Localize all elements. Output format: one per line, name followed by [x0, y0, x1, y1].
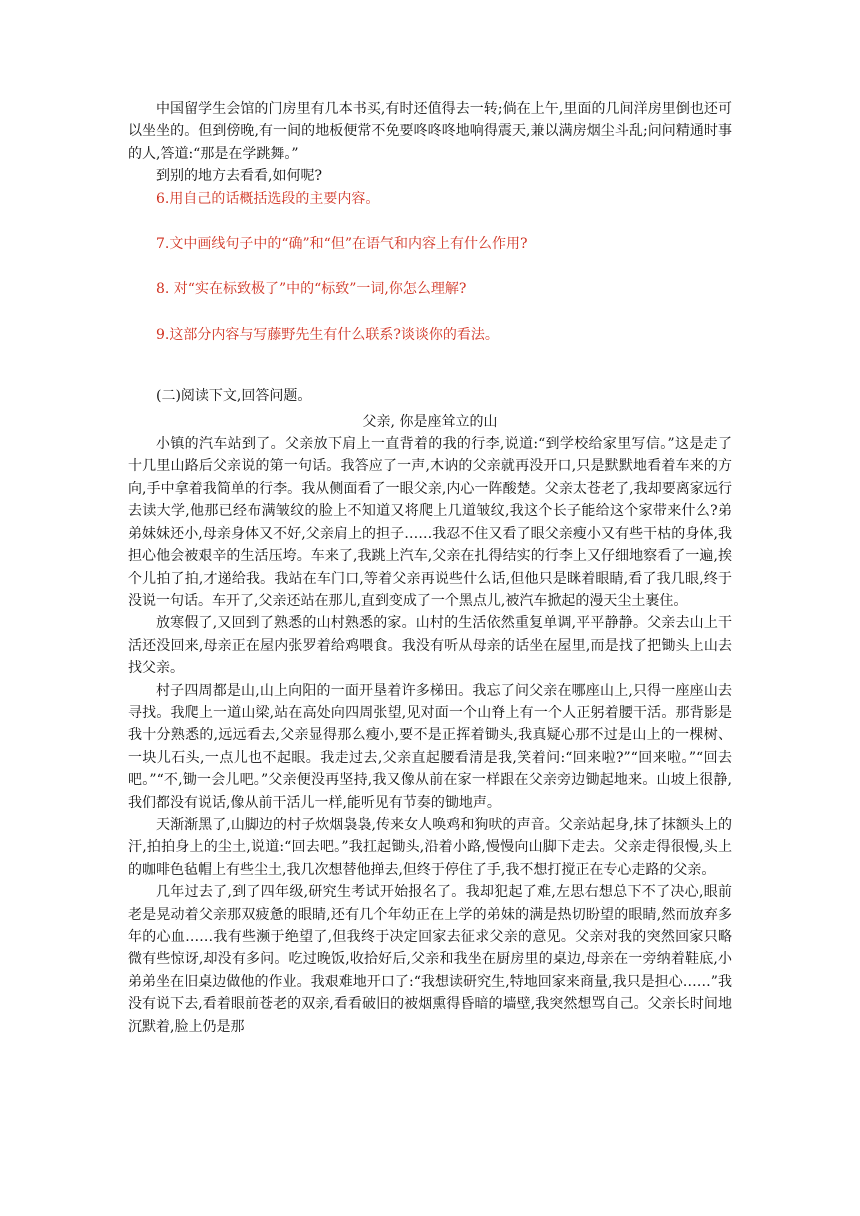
article-paragraph: 村子四周都是山,山上向阳的一面开垦着许多梯田。我忘了问父亲在哪座山上,只得一座座山去寻找。我爬上一道山梁,站在高处向四周张望,见对面一个山脊上有一个人正躬着腰干活。那背影是我十分熟悉的,远远看去,父亲显得那么瘦小,要不是正挥着锄头,我真疑心那不过是山上的一棵树、一块儿石头,一点儿也不起眼。我走过去,父亲直起腰看清是我,笑着问:“回来啦?”“回来啦。”“回去吧。”“不,锄一会儿吧。”父亲便没再坚持,我又像从前在家一样跟在父亲旁边锄起地来。山坡上很静,我们都没有说话,像从前干活儿一样,能听见有节奏的锄地声。	[128, 682, 732, 811]
article-paragraph: 放寒假了,又回到了熟悉的山村熟悉的家。山村的生活依然重复单调,平平静静。父亲去山上干活还没回来,母亲正在屋内张罗着给鸡喂食。我没有听从母亲的话坐在屋里,而是找了把锄头上山去找父亲。	[128, 615, 732, 677]
question-7: 7.文中画线句子中的“确”和“但”在语气和内容上有什么作用?	[156, 236, 528, 253]
passage-paragraph: 中国留学生会馆的门房里有几本书买,有时还值得去一转;倘在上午,里面的几间洋房里倒也还可以坐坐的。但到傍晚,有一间的地板便常不免要咚咚咚地响得震天,兼以满房烟尘斗乱;问问精通时事的人,答道:“那是在学跳舞。”	[128, 101, 732, 162]
section-heading: (二)阅读下文,回答问题。	[156, 388, 312, 405]
article-paragraph: 天渐渐黑了,山脚边的村子炊烟袅袅,传来女人唤鸡和狗吠的声音。父亲站起身,抹了抹额头上的汗,拍拍身上的尘土,说道:“回去吧。”我扛起锄头,沿着小路,慢慢向山脚下走去。父亲走得很慢,头上的咖啡色毡帽上有些尘土,我几次想替他掸去,但终于停住了手,我不想打搅正在专心走路的父亲。	[128, 816, 732, 878]
question-9: 9.这部分内容与写藤野先生有什么联系?谈谈你的看法。	[156, 326, 499, 343]
question-8: 8. 对“实在标致极了”中的“标致”一词,你怎么理解?	[156, 281, 467, 298]
article-title: 父亲, 你是座耸立的山	[362, 413, 498, 430]
passage-paragraph: 到别的地方去看看,如何呢?	[156, 168, 322, 185]
article-paragraph: 几年过去了,到了四年级,研究生考试开始报名了。我却犯起了难,左思右想总下不了决心,眼前老是晃动着父亲那双疲惫的眼睛,还有几个年幼正在上学的弟妹的满是热切盼望的眼睛,然而放弃多年的心血……我有些濒于绝望了,但我终于决定回家去征求父亲的意见。父亲对我的突然回家只略微有些惊讶,却没有多问。吃过晚饭,收拾好后,父亲和我坐在厨房里的桌边,母亲在一旁纳着鞋底,小弟弟坐在旧桌边做他的作业。我艰难地开口了:“我想读研究生,特地回家来商量,我只是担心……”我没有说下去,看着眼前苍老的双亲,看看破旧的被烟熏得昏暗的墙壁,我突然想骂自己。父亲长时间地沉默着,脸上仍是那	[128, 884, 732, 1035]
question-6: 6.用自己的话概括选段的主要内容。	[156, 190, 380, 207]
article-paragraph: 小镇的汽车站到了。父亲放下肩上一直背着的我的行李,说道:“到学校给家里写信。”这是走了十几里山路后父亲说的第一句话。我答应了一声,木讷的父亲就再没开口,只是默默地看着车来的方向,手中拿着我简单的行李。我从侧面看了一眼父亲,内心一阵酸楚。父亲太苍老了,我却要离家远行去读大学,他那已经布满皱纹的脸上不知道又将爬上几道皱纹,我这个长子能给这个家带来什么?弟弟妹妹还小,母亲身体又不好,父亲肩上的担子……我忍不住又看了眼父亲瘦小又有些干枯的身体,我担心他会被艰辛的生活压垮。车来了,我跳上汽车,父亲在扎得结实的行李上又仔细地察看了一遍,挨个儿拍了拍,才递给我。我站在车门口,等着父亲再说些什么话,但他只是眯着眼睛,看了我几眼,终于没说一句话。车开了,父亲还站在那儿,直到变成了一个黑点儿,被汽车掀起的漫天尘土裹住。	[128, 436, 732, 609]
document-body	[128, 98, 732, 1038]
